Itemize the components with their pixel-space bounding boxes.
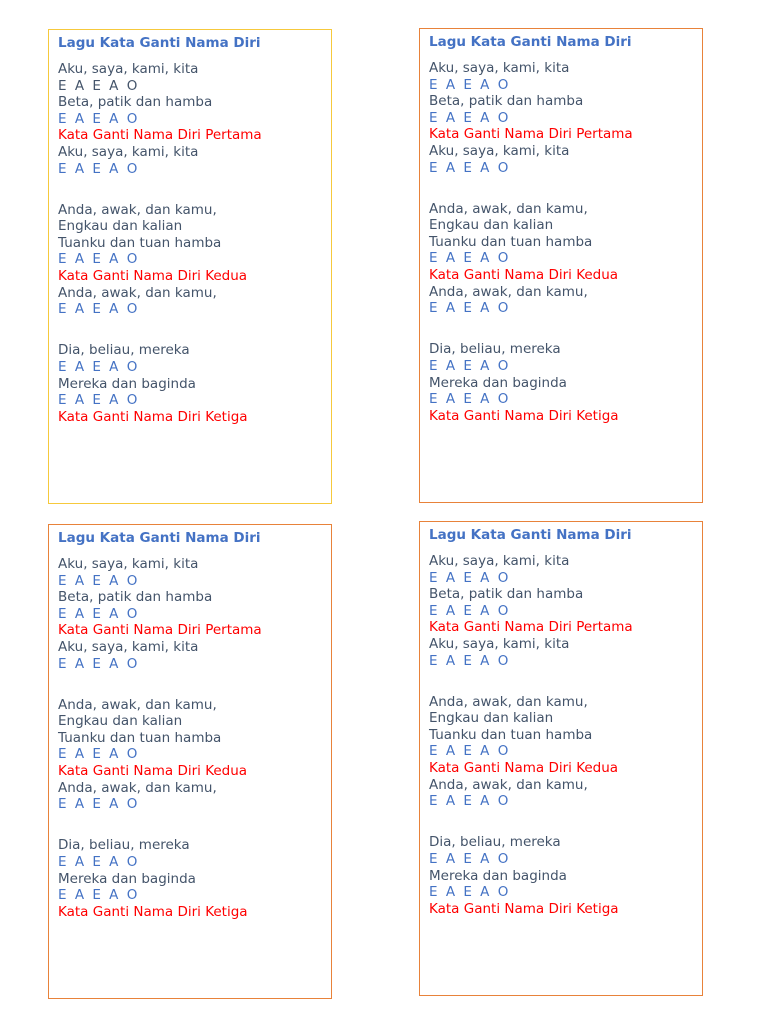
refrain-line: Kata Ganti Nama Diri Ketiga <box>429 900 619 917</box>
lyric-line: Anda, awak, dan kamu, <box>429 693 588 710</box>
vowel-line: E A E A O <box>58 746 140 763</box>
vowel-line: E A E A O <box>58 301 140 318</box>
vowel-line: E A E A O <box>58 655 140 672</box>
vowel-line: E A E A O <box>429 884 511 901</box>
lyric-line: Anda, awak, dan kamu, <box>58 284 217 301</box>
lyric-line: Beta, patik dan hamba <box>429 93 584 110</box>
vowel-line: E A E A O <box>58 887 140 904</box>
vowel-line: E A E A O <box>58 572 140 589</box>
refrain-line: Kata Ganti Nama Diri Ketiga <box>58 903 248 920</box>
vowel-line: E A E A O <box>429 743 511 760</box>
stanza-2 <box>429 201 702 317</box>
vowel-line: E A E A O <box>429 300 511 317</box>
vowel-line: E A E A O <box>429 159 511 176</box>
vowel-line: E A E A O <box>58 605 140 622</box>
lyric-line: Aku, saya, kami, kita <box>429 142 570 159</box>
lyric-line: Anda, awak, dan kamu, <box>58 696 217 713</box>
lyric-line: Anda, awak, dan kamu, <box>58 201 217 218</box>
vowel-line: E A E A O <box>58 77 140 94</box>
vowel-line: E A E A O <box>429 569 511 586</box>
vowel-line: E A E A O <box>429 250 511 267</box>
lyric-line: Mereka dan baginda <box>429 374 567 391</box>
lyric-line: Engkau dan kalian <box>429 710 554 727</box>
refrain-line: Kata Ganti Nama Diri Kedua <box>429 267 619 284</box>
lyric-line: Beta, patik dan hamba <box>58 94 213 111</box>
vowel-line: E A E A O <box>429 357 511 374</box>
vowel-line: E A E A O <box>429 850 511 867</box>
lyric-line: Aku, saya, kami, kita <box>429 60 570 76</box>
lyric-line: Aku, saya, kami, kita <box>58 143 199 160</box>
vowel-line: E A E A O <box>429 652 511 669</box>
lyric-line: Dia, beliau, mereka <box>58 837 190 854</box>
lyric-line: Engkau dan kalian <box>58 713 183 730</box>
lyric-line: Dia, beliau, mereka <box>429 834 561 851</box>
vowel-line: E A E A O <box>58 251 140 268</box>
lyric-line: Dia, beliau, mereka <box>429 341 561 358</box>
lyric-line: Tuanku dan tuan hamba <box>429 233 593 250</box>
refrain-line: Kata Ganti Nama Diri Ketiga <box>58 408 248 425</box>
lyric-line: Mereka dan baginda <box>58 375 196 392</box>
vowel-line: E A E A O <box>429 793 511 810</box>
lyric-line: Engkau dan kalian <box>58 218 183 235</box>
vowel-line: E A E A O <box>429 109 511 126</box>
lyric-line: Aku, saya, kami, kita <box>429 635 570 652</box>
vowel-line: E A E A O <box>58 853 140 870</box>
vowel-line: E A E A O <box>58 796 140 813</box>
stanza-2 <box>58 697 331 813</box>
lyric-line: Engkau dan kalian <box>429 217 554 234</box>
lyric-line: Aku, saya, kami, kita <box>58 556 199 572</box>
stanza-3 <box>58 837 331 919</box>
lyric-card-2 <box>419 28 703 503</box>
refrain-line: Kata Ganti Nama Diri Kedua <box>58 268 248 285</box>
lyric-line: Beta, patik dan hamba <box>429 586 584 603</box>
stanza-2 <box>58 202 331 318</box>
vowel-line: E A E A O <box>429 76 511 93</box>
vowel-line: E A E A O <box>429 391 511 408</box>
vowel-line: E A E A O <box>58 358 140 375</box>
stanza-1 <box>429 553 702 669</box>
lyric-line: Dia, beliau, mereka <box>58 342 190 359</box>
refrain-line: Kata Ganti Nama Diri Pertama <box>58 127 262 144</box>
refrain-line: Kata Ganti Nama Diri Kedua <box>429 760 619 777</box>
card-title: Lagu Kata Ganti Nama Diri <box>429 527 632 543</box>
stanza-3 <box>429 341 702 423</box>
refrain-line: Kata Ganti Nama Diri Pertama <box>429 126 633 143</box>
stanza-3 <box>429 834 702 916</box>
vowel-line: E A E A O <box>58 160 140 177</box>
vowel-line: E A E A O <box>429 602 511 619</box>
vowel-line: E A E A O <box>58 392 140 409</box>
lyric-line: Tuanku dan tuan hamba <box>58 729 222 746</box>
stanza-2 <box>429 694 702 810</box>
lyric-line: Mereka dan baginda <box>429 867 567 884</box>
refrain-line: Kata Ganti Nama Diri Kedua <box>58 763 248 780</box>
lyric-line: Tuanku dan tuan hamba <box>429 726 593 743</box>
stanza-3 <box>58 342 331 424</box>
card-title: Lagu Kata Ganti Nama Diri <box>429 34 632 50</box>
lyric-card-4 <box>419 521 703 996</box>
lyric-line: Aku, saya, kami, kita <box>58 638 199 655</box>
lyric-line: Anda, awak, dan kamu, <box>429 776 588 793</box>
lyric-line: Anda, awak, dan kamu, <box>58 779 217 796</box>
lyric-line: Tuanku dan tuan hamba <box>58 234 222 251</box>
lyric-line: Aku, saya, kami, kita <box>58 61 199 77</box>
lyric-line: Anda, awak, dan kamu, <box>429 283 588 300</box>
lyric-line: Aku, saya, kami, kita <box>429 553 570 569</box>
lyric-card-3 <box>48 524 332 999</box>
lyric-line: Mereka dan baginda <box>58 870 196 887</box>
stanza-1 <box>58 556 331 672</box>
refrain-line: Kata Ganti Nama Diri Pertama <box>429 619 633 636</box>
lyric-card-1 <box>48 29 332 504</box>
refrain-line: Kata Ganti Nama Diri Pertama <box>58 622 262 639</box>
vowel-line: E A E A O <box>58 110 140 127</box>
refrain-line: Kata Ganti Nama Diri Ketiga <box>429 407 619 424</box>
lyric-line: Anda, awak, dan kamu, <box>429 200 588 217</box>
card-title: Lagu Kata Ganti Nama Diri <box>58 530 261 546</box>
card-title: Lagu Kata Ganti Nama Diri <box>58 35 261 51</box>
stanza-1 <box>58 61 331 177</box>
stanza-1 <box>429 60 702 176</box>
lyric-line: Beta, patik dan hamba <box>58 589 213 606</box>
